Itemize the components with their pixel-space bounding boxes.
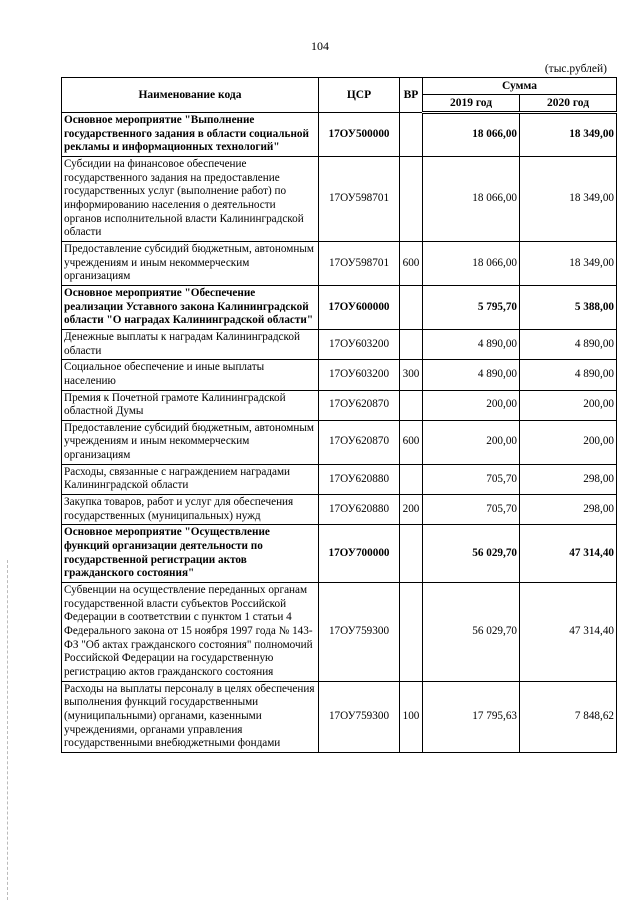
row-2019-cell: 17 795,63 xyxy=(423,681,520,752)
row-name-cell: Предоставление субсидий бюджетным, автономным учреждениям и иным некоммерческим организациям xyxy=(62,241,319,285)
row-2019-cell: 18 066,00 xyxy=(423,113,520,157)
row-2019-cell: 705,70 xyxy=(423,464,520,494)
row-name-cell: Предоставление субсидий бюджетным, автономным учреждениям и иным некоммерческим организациям xyxy=(62,420,319,464)
header-sum: Сумма xyxy=(423,78,617,95)
row-csr-cell: 17ОУ500000 xyxy=(319,113,400,157)
row-vr-cell: 600 xyxy=(400,420,423,464)
row-2019-cell: 5 795,70 xyxy=(423,285,520,329)
table-row xyxy=(62,495,617,525)
row-2020-cell: 4 890,00 xyxy=(520,360,617,390)
row-name-cell: Расходы на выплаты персоналу в целях обеспечения выполнения функций государственными (муниципальными) органами, казенными учреждениями, органами управления государственными внебюджетными фондами xyxy=(62,681,319,752)
table-row xyxy=(62,464,617,494)
row-vr-cell xyxy=(400,157,423,242)
row-vr-cell xyxy=(400,113,423,157)
row-csr-cell: 17ОУ759300 xyxy=(319,583,400,682)
table-row xyxy=(62,157,617,242)
row-2020-cell: 5 388,00 xyxy=(520,285,617,329)
row-name-cell: Основное мероприятие "Выполнение государственного задания в области социальной рекламы и информационных технологий" xyxy=(62,113,319,157)
table-row xyxy=(62,360,617,390)
row-2019-cell: 56 029,70 xyxy=(423,525,520,583)
row-csr-cell: 17ОУ603200 xyxy=(319,360,400,390)
row-name-cell: Закупка товаров, работ и услуг для обеспечения государственных (муниципальных) нужд xyxy=(62,495,319,525)
row-2020-cell: 18 349,00 xyxy=(520,241,617,285)
row-name-cell: Субсидии на финансовое обеспечение государственного задания на предоставление государственных услуг (выполнение работ) по информированию населения о деятельности органов исполнительной власти Калининградской области xyxy=(62,157,319,242)
header-name: Наименование кода xyxy=(62,78,319,113)
row-2020-cell: 7 848,62 xyxy=(520,681,617,752)
row-vr-cell: 200 xyxy=(400,495,423,525)
row-vr-cell: 600 xyxy=(400,241,423,285)
row-csr-cell: 17ОУ598701 xyxy=(319,157,400,242)
header-row-top xyxy=(62,78,617,95)
row-csr-cell: 17ОУ700000 xyxy=(319,525,400,583)
header-csr: ЦСР xyxy=(319,78,400,113)
table-row xyxy=(62,285,617,329)
row-name-cell: Расходы, связанные с награждением наградами Калининградской области xyxy=(62,464,319,494)
row-2019-cell: 200,00 xyxy=(423,390,520,420)
row-2019-cell: 4 890,00 xyxy=(423,360,520,390)
header-year-2020: 2020 год xyxy=(520,95,617,113)
row-2020-cell: 298,00 xyxy=(520,464,617,494)
row-vr-cell xyxy=(400,583,423,682)
row-csr-cell: 17ОУ620880 xyxy=(319,464,400,494)
header-year-2019: 2019 год xyxy=(423,95,520,113)
row-name-cell: Денежные выплаты к наградам Калининградской области xyxy=(62,329,319,359)
row-2020-cell: 47 314,40 xyxy=(520,583,617,682)
row-csr-cell: 17ОУ620870 xyxy=(319,420,400,464)
row-name-cell: Основное мероприятие "Осуществление функций организации деятельности по государственной регистрации актов гражданского состояния" xyxy=(62,525,319,583)
row-vr-cell xyxy=(400,285,423,329)
row-vr-cell xyxy=(400,329,423,359)
row-vr-cell xyxy=(400,525,423,583)
row-name-cell: Премия к Почетной грамоте Калининградской областной Думы xyxy=(62,390,319,420)
row-2019-cell: 4 890,00 xyxy=(423,329,520,359)
row-csr-cell: 17ОУ603200 xyxy=(319,329,400,359)
row-vr-cell xyxy=(400,390,423,420)
row-name-cell: Основное мероприятие "Обеспечение реализации Уставного закона Калининградской области "О наградах Калининградской области" xyxy=(62,285,319,329)
units-label: (тыс.рублей) xyxy=(544,63,607,75)
row-2020-cell: 4 890,00 xyxy=(520,329,617,359)
table-row xyxy=(62,525,617,583)
row-2019-cell: 18 066,00 xyxy=(423,157,520,242)
row-csr-cell: 17ОУ600000 xyxy=(319,285,400,329)
row-csr-cell: 17ОУ759300 xyxy=(319,681,400,752)
table-row xyxy=(62,113,617,157)
header-vr: ВР xyxy=(400,78,423,113)
table-row xyxy=(62,329,617,359)
table-row xyxy=(62,241,617,285)
row-2020-cell: 18 349,00 xyxy=(520,113,617,157)
row-2019-cell: 200,00 xyxy=(423,420,520,464)
row-vr-cell: 300 xyxy=(400,360,423,390)
page-number: 104 xyxy=(311,39,329,53)
table-row xyxy=(62,420,617,464)
row-csr-cell: 17ОУ598701 xyxy=(319,241,400,285)
budget-table xyxy=(61,77,617,753)
row-vr-cell: 100 xyxy=(400,681,423,752)
table-body xyxy=(62,113,617,753)
row-2020-cell: 200,00 xyxy=(520,420,617,464)
row-vr-cell xyxy=(400,464,423,494)
row-2020-cell: 200,00 xyxy=(520,390,617,420)
row-2019-cell: 18 066,00 xyxy=(423,241,520,285)
row-name-cell: Субвенции на осуществление переданных органам государственной власти субъектов Российской Федерации в соответствии с пунктом 1 статьи 4 Федерального закона от 15 ноября 1997 года № 143-ФЗ "Об актах гражданского состояния" полномочий Российской Федерации на государственную регистрацию актов гражданского состояния xyxy=(62,583,319,682)
row-2020-cell: 18 349,00 xyxy=(520,157,617,242)
row-csr-cell: 17ОУ620870 xyxy=(319,390,400,420)
table-row xyxy=(62,390,617,420)
row-2019-cell: 56 029,70 xyxy=(423,583,520,682)
row-2020-cell: 47 314,40 xyxy=(520,525,617,583)
row-2020-cell: 298,00 xyxy=(520,495,617,525)
row-2019-cell: 705,70 xyxy=(423,495,520,525)
row-csr-cell: 17ОУ620880 xyxy=(319,495,400,525)
table-row xyxy=(62,583,617,682)
table-row xyxy=(62,681,617,752)
row-name-cell: Социальное обеспечение и иные выплаты населению xyxy=(62,360,319,390)
scan-edge-line xyxy=(7,560,8,900)
